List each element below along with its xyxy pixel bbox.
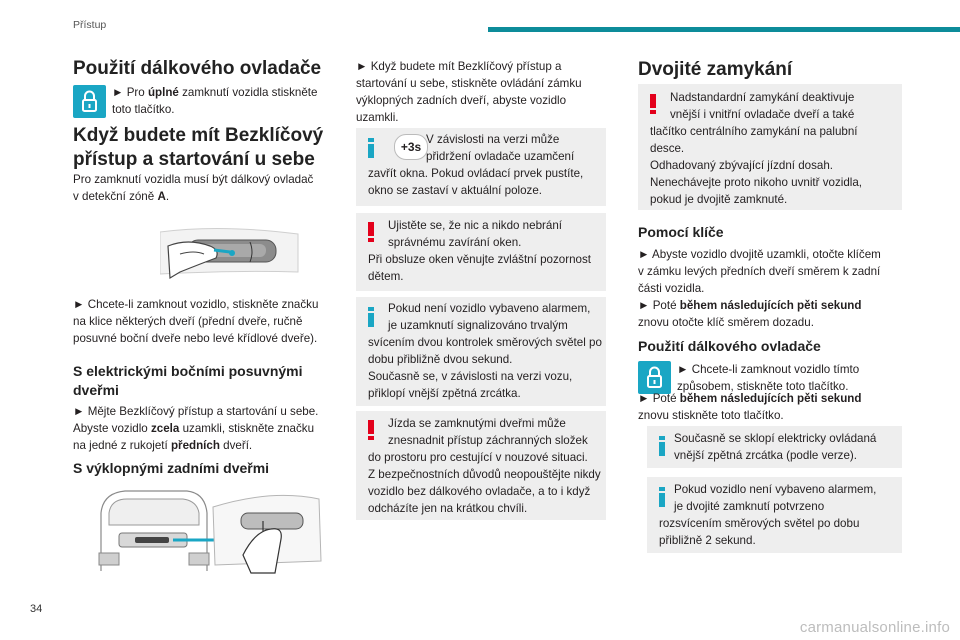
tailgate-instruction: ► Když budete mít Bezklíčový přístup a startování u sebe, stiskněte ovládání zámku výklopných zadních dveří, abyste vozidlo uzamkli. [356, 60, 582, 124]
section-title-deadlocking: Dvojité zamykání [638, 59, 793, 80]
subsection-key: Pomocí klíče [638, 224, 724, 240]
info-box-windows: +3s V závislosti na verzi může přidržení ovladače uzamčení zavřít okna. Pokud ovládací prvek pustíte, okno se zastaví v aktuální poloze. [356, 128, 606, 206]
running-header: Přístup [73, 19, 107, 31]
section-title-keyless: Když budete mít Bezklíčový přístup a startování u sebe [73, 125, 324, 170]
info-icon [659, 436, 665, 456]
key-instruction: ► Abyste vozidlo dvojitě uzamkli, otočte klíčem v zámku levých předních dveří směrem k zadní části vozidla. ► Poté během následujících pěti sekund znovu otočte klíč směrem dozadu. [638, 248, 881, 329]
header-accent-bar [488, 27, 960, 32]
info-icon [659, 487, 665, 507]
warning-icon [368, 222, 374, 242]
subsection-sliding-doors: S elektrickými bočními posuvnými dveřmi [73, 363, 303, 398]
remote-instruction-2: ► Poté během následujících pěti sekund znovu stiskněte toto tlačítko. [638, 392, 862, 422]
hold-3s-icon: +3s [394, 134, 428, 160]
info-box-alarm: Pokud vozidlo není vybaveno alarmem, je dvojité zamknutí potvrzeno rozsvícením směrových světel po dobu přibližně 2 sekund. [647, 477, 902, 553]
warning-icon [650, 94, 656, 114]
info-icon [368, 138, 374, 158]
door-handle-illustration [160, 212, 300, 287]
lock-instruction: ► Pro úplné zamknutí vozidla stiskněte toto tlačítko. [112, 86, 318, 116]
warning-box-deadlocking: Nadstandardní zamykání deaktivuje vnější i vnitřní ovladače dveří a také tlačítko centrálního zamykání na palubní desce. Odhadovaný zbývající jízdní dosah. Nenechávejte proto nikoho uvnitř vozidla, pokud je dvojitě zamknuté. [638, 84, 902, 210]
warning-box-emergency: Jízda se zamknutými dveřmi může znesnadnit přístup záchranných složek do prostoru pro cestující v nouzové situaci. Z bezpečnostních důvodů neopouštějte nikdy vozidlo bez dálkového ovladače, a to i když odcházíte jen na krátkou chvíli. [356, 411, 606, 520]
handle-instruction: ► Chcete-li zamknout vozidlo, stiskněte značku na klice některých dveří (přední dveře, ručně posuvné boční dveře nebo levé křídlové dveře). [73, 298, 319, 345]
page-number: 34 [30, 603, 43, 615]
section-title-remote: Použití dálkového ovladače [73, 58, 322, 79]
info-box-signalling: Pokud není vozidlo vybaveno alarmem, je uzamknutí signalizováno trvalým svícením dvou kontrolek směrových světel po dobu přibližně dvou sekund. Současně se, v závislosti na verzi vozu, přiklopí vnější zpětná zrcátka. [356, 297, 606, 406]
lock-icon [73, 85, 106, 118]
warning-box-windows: Ujistěte se, že nic a nikdo nebrání správnému zavírání oken. Při obsluze oken věnujte zvláštní pozornost dětem. [356, 213, 606, 291]
remote-instruction-1: ► Chcete-li zamknout vozidlo tímto způsobem, stiskněte toto tlačítko. [677, 363, 860, 393]
warning-icon [368, 420, 374, 440]
info-box-mirrors: Současně se sklopí elektricky ovládaná vnější zpětná zrcátka (podle verze). [647, 426, 902, 468]
subsection-tailgate: S výklopnými zadními dveřmi [73, 460, 270, 476]
sliding-instruction: ► Mějte Bezklíčový přístup a startování u sebe. Abyste vozidlo zcela uzamkli, stiskněte značku na jedné z rukojetí předních dveří. [73, 405, 319, 452]
tailgate-illustration [95, 483, 327, 575]
watermark: carmanualsonline.info [799, 619, 950, 636]
keyless-intro: Pro zamknutí vozidla musí být dálkový ovladač v detekční zóně A. [73, 173, 314, 203]
subsection-remote: Použití dálkového ovladače [638, 338, 821, 354]
info-icon [368, 307, 374, 327]
